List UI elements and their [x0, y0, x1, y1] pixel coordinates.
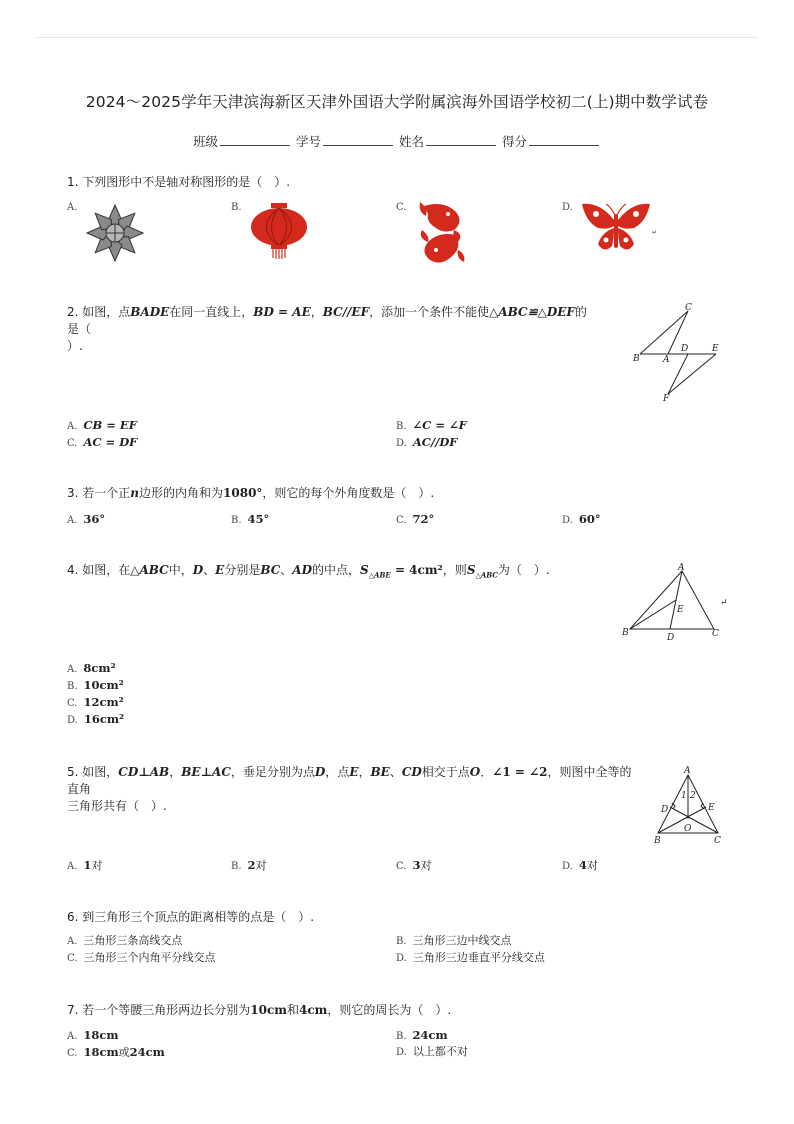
q5-label-a: A — [684, 766, 691, 776]
q2-figure — [630, 302, 730, 402]
q2-label-a: A — [663, 355, 670, 365]
q5-option-c-value: 3 — [412, 858, 421, 872]
q5-option-d[interactable] — [562, 858, 598, 874]
q6-option-c-label: C. — [67, 953, 78, 964]
q4-label-c: C — [712, 629, 719, 639]
number-label: 学号 — [295, 134, 321, 149]
q6-option-d-label: D. — [396, 953, 407, 964]
svg-text:↵: ↵ — [652, 229, 658, 236]
q3-option-d-label: D. — [562, 515, 573, 526]
q5-option-a-value: 1 — [83, 858, 92, 872]
q4-math-s1-sub: △ABE — [368, 570, 391, 580]
q2-option-c-value: AC = DF — [83, 435, 138, 449]
q5-option-b-value: 2 — [247, 858, 256, 872]
q3-option-d-value: 60° — [578, 512, 601, 526]
q3-text-3: ，则它的每个外角度数是（ ）. — [262, 486, 435, 500]
class-blank[interactable] — [220, 135, 290, 146]
q2-option-c[interactable] — [67, 435, 137, 451]
q2-option-a[interactable] — [67, 418, 137, 434]
q7-option-c-label: C. — [67, 1048, 78, 1059]
q5-math-cd: CD — [401, 765, 422, 779]
q5-label-e: E — [708, 803, 715, 813]
q4-text-2: 中， — [168, 563, 193, 577]
q1-option-a-label: A. — [67, 202, 78, 213]
q3-option-b[interactable] — [231, 512, 269, 528]
snowflake-pattern-icon — [85, 203, 145, 263]
q5-label-c: C — [714, 836, 721, 846]
q2-option-a-value: CB = EF — [83, 418, 137, 432]
q6-option-a-value: 三角形三条高线交点 — [83, 934, 183, 947]
q5-option-d-value: 4 — [578, 858, 587, 872]
q2-label-c: C — [685, 303, 692, 313]
q2-option-a-label: A. — [67, 421, 78, 432]
q4-option-c-value: 12cm² — [83, 695, 124, 709]
q7-math-10cm: 10cm — [250, 1003, 287, 1017]
q3-option-a-value: 36° — [83, 512, 106, 526]
name-label: 姓名 — [398, 134, 424, 149]
q4-option-c[interactable] — [67, 695, 124, 711]
q4-option-a-label: A. — [67, 664, 78, 675]
q5-math-be-ac: BE⊥AC — [181, 765, 231, 779]
class-label: 班级 — [192, 134, 218, 149]
q1-option-d[interactable] — [562, 200, 579, 215]
q1-option-b-label: B. — [231, 202, 242, 213]
q5-option-a[interactable] — [67, 858, 102, 874]
question-3-stem — [67, 485, 434, 502]
q4-option-b-value: 10cm² — [83, 678, 124, 692]
q4-return-mark: ↵ — [720, 598, 728, 608]
q5-label-b: B — [654, 836, 661, 846]
q2-text-2: 在同一直线上， — [169, 305, 254, 319]
q5-math-be: BE — [370, 765, 390, 779]
q5-text-1: 5. 如图， — [67, 765, 119, 779]
q4-option-a[interactable] — [67, 661, 116, 677]
q2-label-b: B — [633, 354, 640, 364]
q6-option-d[interactable] — [396, 951, 545, 966]
q4-option-d-label: D. — [67, 715, 78, 726]
q2-option-b[interactable] — [396, 418, 467, 434]
q6-option-a[interactable] — [67, 934, 182, 949]
q4-option-b-label: B. — [67, 681, 78, 692]
q7-option-b[interactable] — [396, 1028, 448, 1044]
q7-option-a[interactable] — [67, 1028, 119, 1044]
q7-option-c[interactable] — [67, 1045, 165, 1061]
q4-label-d: D — [667, 633, 675, 643]
q3-option-b-value: 45° — [247, 512, 270, 526]
q7-math-4cm: 4cm — [298, 1003, 328, 1017]
butterfly-papercut-icon — [580, 200, 658, 260]
q3-math-n: n — [130, 486, 139, 500]
q5-text-3: ，垂足分别为点 — [230, 765, 315, 779]
q5-text-7: 相交于点 — [421, 765, 470, 779]
q2-label-e: E — [712, 344, 719, 354]
q4-math-bc: BC — [260, 563, 281, 577]
q6-option-c[interactable] — [67, 951, 215, 966]
q2-label-f: F — [663, 394, 670, 404]
q5-text-line2: 三角形共有（ ）. — [67, 799, 167, 813]
q5-option-b[interactable] — [231, 858, 267, 874]
q5-label-angle-1: 1 — [681, 791, 687, 801]
q5-option-a-suffix: 对 — [91, 859, 103, 872]
q2-text-5: 的是（ — [67, 305, 587, 336]
q6-option-a-label: A. — [67, 936, 78, 947]
q6-option-c-value: 三角形三个内角平分线交点 — [83, 951, 216, 964]
question-1-stem: 1. 下列图形中不是轴对称图形的是（ ）. — [67, 175, 291, 189]
question-2-stem — [67, 304, 597, 355]
q5-label-o: O — [684, 824, 692, 834]
q1-option-c-label: C. — [396, 202, 407, 213]
q4-text-8: 为（ ）. — [497, 563, 550, 577]
q4-option-b[interactable] — [67, 678, 124, 694]
q3-option-a-label: A. — [67, 515, 78, 526]
q4-option-d-value: 16cm² — [83, 712, 125, 726]
q2-text-1: 2. 如图，点 — [67, 305, 131, 319]
q5-math-d: D — [314, 765, 326, 779]
q2-label-d: D — [681, 344, 689, 354]
q2-math-bd-ae: BD = AE — [253, 305, 311, 319]
q3-option-d[interactable] — [562, 512, 601, 528]
score-blank[interactable] — [529, 135, 599, 146]
q2-text-line2: ）. — [67, 339, 83, 353]
red-lantern-icon — [249, 201, 309, 261]
q4-label-b: B — [622, 628, 629, 638]
q3-option-c-label: C. — [396, 515, 407, 526]
q4-text-6: 的中点， — [312, 563, 361, 577]
q5-text-8: ． — [480, 765, 493, 779]
q4-label-a: A — [678, 563, 685, 573]
q7-option-b-value: 24cm — [412, 1028, 448, 1042]
q5-label-angle-2: 2 — [690, 791, 696, 801]
q4-option-d[interactable] — [67, 712, 124, 728]
q4-math-abc: △ABC — [130, 563, 169, 577]
q5-option-b-label: B. — [231, 861, 242, 872]
q5-math-angles: ∠1 = ∠2 — [492, 765, 548, 779]
q7-text-1: 7. 若一个等腰三角形两边长分别为 — [67, 1003, 251, 1017]
q4-label-e: E — [677, 605, 684, 615]
question-5-stem — [67, 764, 637, 815]
q3-text-2: 边形的内角和为 — [139, 486, 224, 500]
q5-option-c[interactable] — [396, 858, 432, 874]
q2-option-b-label: B. — [396, 421, 407, 432]
top-divider — [36, 37, 758, 38]
q3-math-angle-sum: 1080° — [223, 486, 263, 500]
q1-option-d-label: D. — [562, 202, 573, 213]
q7-option-a-label: A. — [67, 1031, 78, 1042]
q4-option-a-value: 8cm² — [83, 661, 116, 675]
q3-option-c-value: 72° — [412, 512, 435, 526]
q7-option-d-label: D. — [396, 1047, 407, 1058]
q2-math-congruent: △ABC≌△DEF — [489, 305, 575, 319]
q6-option-b-value: 三角形三边中线交点 — [412, 934, 512, 947]
q5-label-d: D — [661, 805, 669, 815]
q5-text-5: ， — [358, 765, 371, 779]
q5-math-o: O — [469, 765, 481, 779]
q5-text-9: ，则图中全等的直角 — [67, 765, 632, 796]
q1-option-a[interactable] — [67, 200, 83, 215]
q5-option-d-suffix: 对 — [586, 859, 598, 872]
q4-math-s2: S — [466, 563, 476, 577]
question-7-stem — [67, 1002, 451, 1019]
q4-figure — [620, 563, 730, 645]
q7-text-2: 和 — [286, 1003, 299, 1017]
q4-option-c-label: C. — [67, 698, 78, 709]
q1-option-c[interactable] — [396, 200, 412, 215]
q7-option-a-value: 18cm — [83, 1028, 119, 1042]
goldfish-papercut-icon — [414, 200, 470, 266]
q5-figure — [650, 765, 730, 847]
q7-option-c-value-1: 18cm — [83, 1045, 119, 1059]
q4-text-7: ，则 — [442, 563, 467, 577]
score-label: 得分 — [501, 134, 527, 149]
q1-option-b[interactable] — [231, 200, 248, 215]
q5-option-a-label: A. — [67, 861, 78, 872]
q4-math-e: E — [215, 563, 225, 577]
q3-option-c[interactable] — [396, 512, 434, 528]
q2-option-c-label: C. — [67, 438, 78, 449]
q3-option-b-label: B. — [231, 515, 242, 526]
q2-option-d-value: AC//DF — [412, 435, 458, 449]
q5-option-c-suffix: 对 — [420, 859, 432, 872]
q7-option-d[interactable] — [396, 1045, 468, 1060]
q6-option-b[interactable] — [396, 934, 512, 949]
q2-math-points: BADE — [130, 305, 170, 319]
q2-text-4: ，添加一个条件不能使 — [369, 305, 490, 319]
q4-math-s1-value: = 4cm² — [390, 563, 443, 577]
q2-option-b-value: ∠C = ∠F — [412, 418, 467, 432]
q2-math-parallel: BC//EF — [322, 305, 370, 319]
q5-option-d-label: D. — [562, 861, 573, 872]
q4-math-s2-sub: △ABC — [475, 570, 498, 580]
q3-text-1: 3. 若一个正 — [67, 486, 131, 500]
q5-text-4: ，点 — [325, 765, 350, 779]
question-4-stem — [67, 562, 550, 583]
page-title: 2024～2025学年天津滨海新区天津外国语大学附属滨海外国语学校初二(上)期中数学试卷 — [85, 93, 709, 111]
q6-option-d-value: 三角形三边垂直平分线交点 — [412, 951, 545, 964]
q7-option-c-value-2: 24cm — [129, 1045, 165, 1059]
q7-option-d-value: 以上都不对 — [412, 1045, 468, 1058]
q2-option-d-label: D. — [396, 438, 407, 449]
q7-option-c-mid: 或 — [118, 1046, 130, 1059]
q5-math-e: E — [349, 765, 359, 779]
q4-text-4: 分别是 — [224, 563, 261, 577]
q2-text-3: ， — [310, 305, 323, 319]
q4-math-ad: AD — [292, 563, 312, 577]
q5-option-c-label: C. — [396, 861, 407, 872]
q5-text-6: 、 — [389, 765, 402, 779]
q7-option-b-label: B. — [396, 1031, 407, 1042]
student-info-line — [0, 132, 794, 150]
name-blank[interactable] — [426, 135, 496, 146]
q2-option-d[interactable] — [396, 435, 457, 451]
q6-option-b-label: B. — [396, 936, 407, 947]
q4-math-d: D — [192, 563, 204, 577]
q4-text-3: 、 — [203, 563, 216, 577]
q4-text-1: 4. 如图，在 — [67, 563, 131, 577]
q5-math-cd-ab: CD⊥AB — [118, 765, 170, 779]
q7-text-3: ，则它的周长为（ ）. — [327, 1003, 452, 1017]
q4-text-5: 、 — [280, 563, 293, 577]
q5-option-b-suffix: 对 — [255, 859, 267, 872]
number-blank[interactable] — [323, 135, 393, 146]
q4-math-s1: S — [360, 563, 369, 577]
q5-text-2: ， — [169, 765, 182, 779]
q3-option-a[interactable] — [67, 512, 105, 528]
question-6-stem: 6. 到三角形三个顶点的距离相等的点是（ ）. — [67, 910, 315, 924]
